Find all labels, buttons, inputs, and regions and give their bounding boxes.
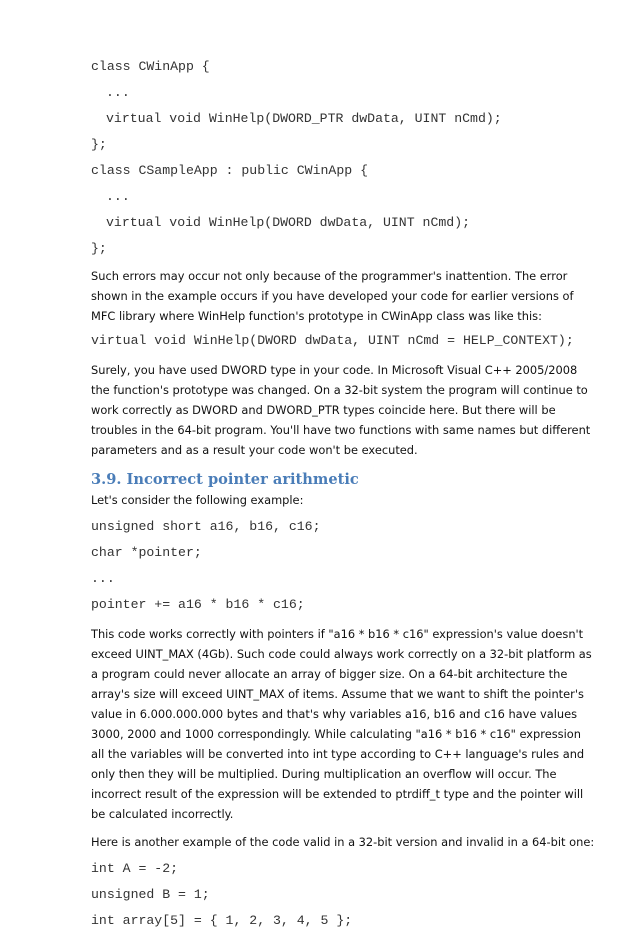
code-line: virtual void WinHelp(DWORD_PTR dwData, UINT nCmd); [106,111,502,126]
code-block-old-prototype [91,332,597,358]
document-page [91,58,597,938]
section-heading: 3.9. Incorrect pointer arithmetic [91,471,359,488]
paragraph-another-example: Here is another example of the code valid in a 32-bit version and invalid in a 64-bit one: [91,835,595,849]
code-line: int A = -2; [91,861,179,876]
code-line: ... [106,189,130,204]
code-line: }; [91,137,107,152]
code-line: }; [91,241,107,256]
code-block-pointer [91,518,597,622]
code-line: int array[5] = { 1, 2, 3, 4, 5 }; [91,913,353,928]
code-block-array [91,860,597,938]
code-line: unsigned short a16, b16, c16; [91,519,321,534]
code-block-cwinapp [91,58,597,266]
code-line: class CWinApp { [91,59,210,74]
code-line: pointer += a16 * b16 * c16; [91,597,305,612]
code-line: ... [91,571,115,586]
code-line: virtual void WinHelp(DWORD dwData, UINT nCmd); [106,215,471,230]
paragraph-inattention: Such errors may occur not only because of the programmer's inattention. The error shown in the example occurs if you have developed your code for earlier versions of MFC library where WinHelp function's prototype in CWinApp class was like this: [91,269,574,323]
code-line: unsigned B = 1; [91,887,210,902]
paragraph-section-intro: Let's consider the following example: [91,493,304,507]
code-line: virtual void WinHelp(DWORD dwData, UINT nCmd = HELP_CONTEXT); [91,333,574,348]
code-line: class CSampleApp : public CWinApp { [91,163,368,178]
paragraph-overflow-explanation: This code works correctly with pointers if "a16 * b16 * c16" expression's value doesn't exceed UINT_MAX (4Gb). Such code could always work correctly on a 32-bit platform as a program could never allocate an array of bigger size. On a 64-bit architecture the array's size will exceed UINT_MAX of items. Assume that we want to shift the pointer's value in 6.000.000.000 bytes and that's why variables a16, b16 and c16 have values 3000, 2000 and 1000 correspondingly. While calculating "a16 * b16 * c16" expression all the variables will be converted into int type according to C++ language's rules and only then they will be multiplied. During multiplication an overflow will occur. The incorrect result of the expression will be extended to ptrdiff_t type and the pointer will be calculated incorrectly. [91,627,592,821]
code-line: ... [106,85,130,100]
paragraph-dword-type: Surely, you have used DWORD type in your code. In Microsoft Visual C++ 2005/2008 the function's prototype was changed. On a 32-bit system the program will continue to work correctly as DWORD and DWORD_PTR types coincide here. But there will be troubles in the 64-bit program. You'll have two functions with same names but different parameters and as a result your code won't be executed. [91,363,591,457]
code-line: char *pointer; [91,545,202,560]
